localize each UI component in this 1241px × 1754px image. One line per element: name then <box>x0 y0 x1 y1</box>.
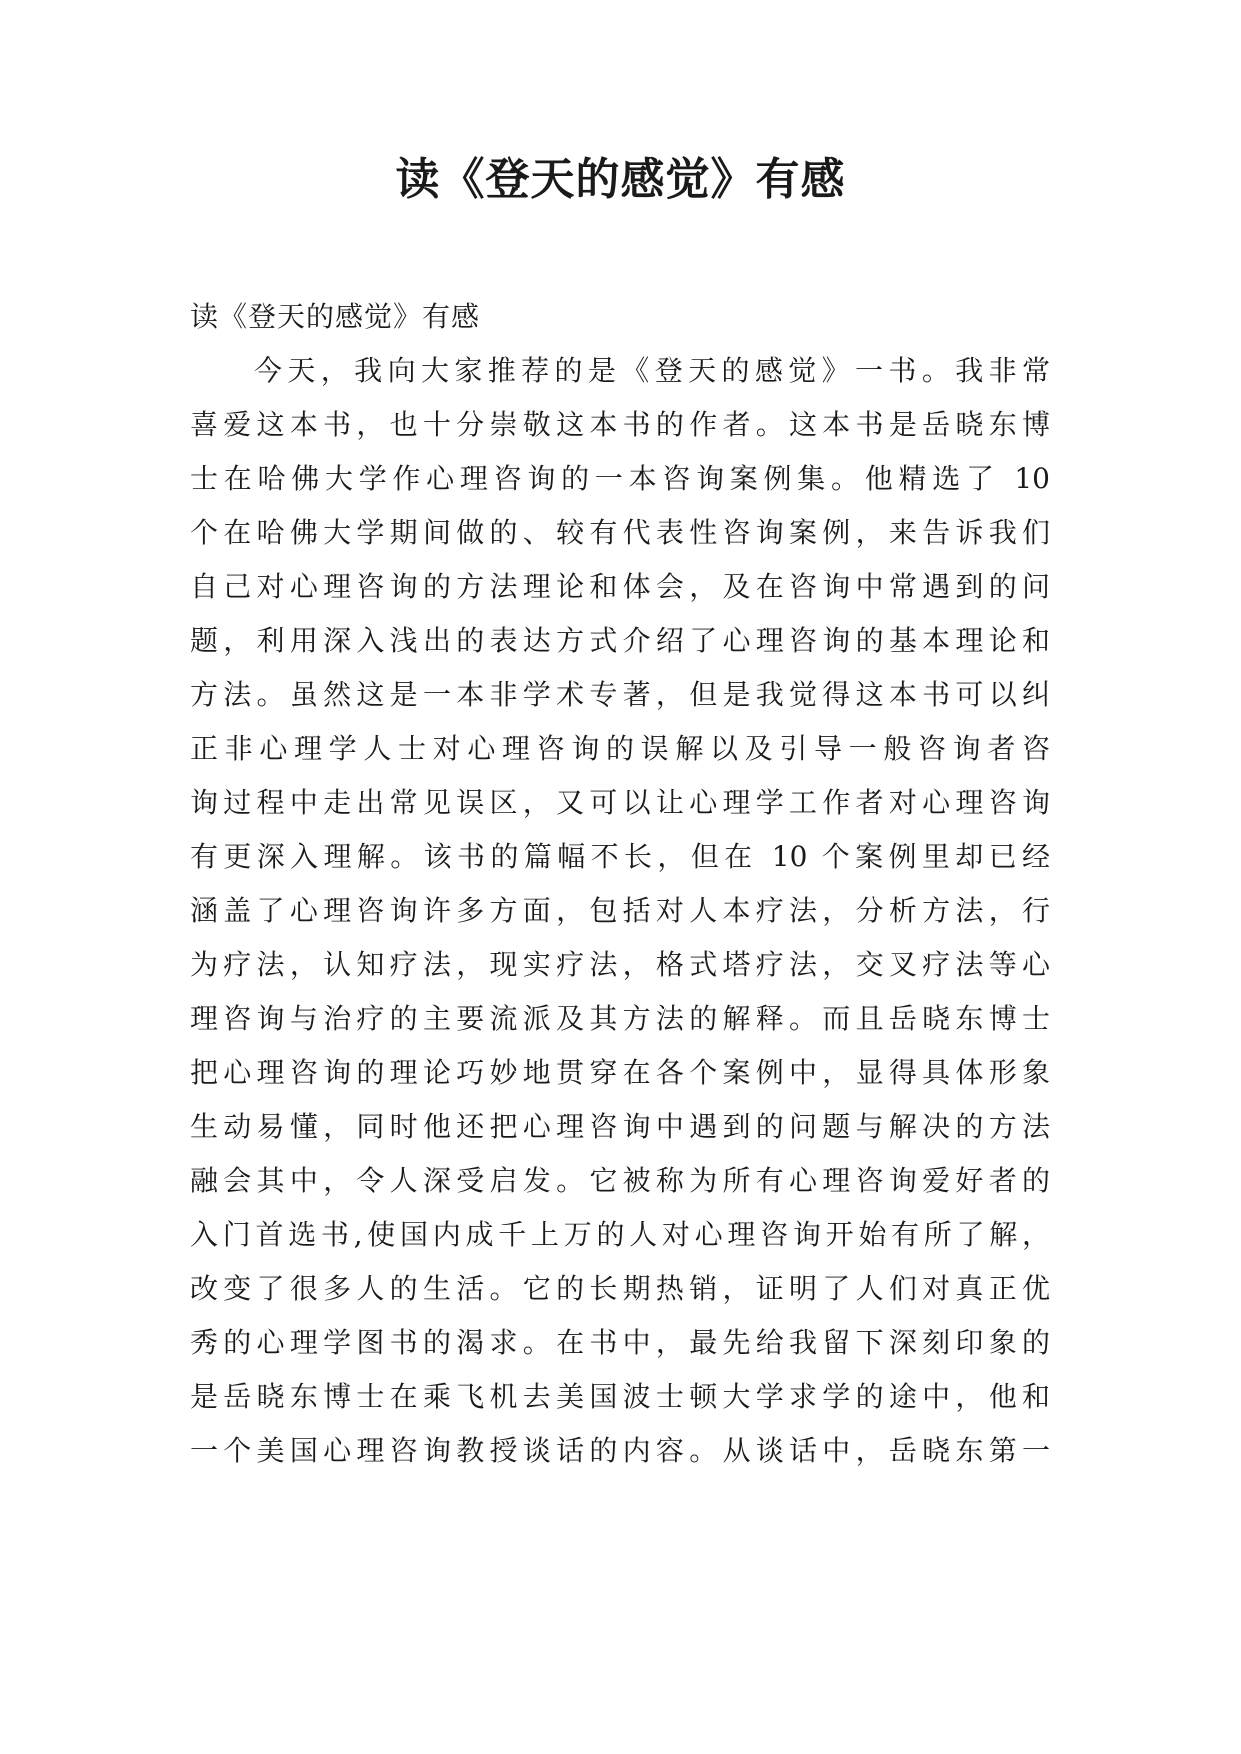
paragraph-line: 题，利用深入浅出的表达方式介绍了心理咨询的基本理论和 <box>190 624 1050 657</box>
paragraph-line: 自己对心理咨询的方法理论和体会，及在咨询中常遇到的问 <box>190 570 1050 603</box>
document-title: 读《登天的感觉》有感 <box>395 154 846 205</box>
paragraph-line: 有更深入理解。该书的篇幅不长，但在 10 个案例里却已经 <box>190 840 1050 873</box>
paragraph-line: 士在哈佛大学作心理咨询的一本咨询案例集。他精选了 10 <box>190 462 1050 495</box>
paragraph-line: 今天，我向大家推荐的是《登天的感觉》一书。我非常 <box>254 354 1050 387</box>
paragraph-line: 入门首选书,使国内成千上万的人对心理咨询开始有所了解， <box>190 1218 1050 1251</box>
paragraph-line: 把心理咨询的理论巧妙地贯穿在各个案例中，显得具体形象 <box>190 1056 1050 1089</box>
paragraph-line: 涵盖了心理咨询许多方面，包括对人本疗法，分析方法，行 <box>190 894 1050 927</box>
paragraph-line: 为疗法，认知疗法，现实疗法，格式塔疗法，交叉疗法等心 <box>190 948 1050 981</box>
paragraph-line: 融会其中，令人深受启发。它被称为所有心理咨询爱好者的 <box>190 1164 1050 1197</box>
document-subtitle: 读《登天的感觉》有感 <box>190 300 481 333</box>
paragraph-line: 生动易懂，同时他还把心理咨询中遇到的问题与解决的方法 <box>190 1110 1050 1143</box>
paragraph-line: 询过程中走出常见误区，又可以让心理学工作者对心理咨询 <box>190 786 1050 819</box>
paragraph-line: 秀的心理学图书的渴求。在书中，最先给我留下深刻印象的 <box>190 1326 1050 1359</box>
paragraph-line: 喜爱这本书，也十分崇敬这本书的作者。这本书是岳晓东博 <box>190 408 1050 441</box>
document-body <box>190 290 1050 1478</box>
paragraph-line: 改变了很多人的生活。它的长期热销，证明了人们对真正优 <box>190 1272 1050 1305</box>
paragraph-line: 方法。虽然这是一本非学术专著，但是我觉得这本书可以纠 <box>190 678 1050 711</box>
paragraph-line: 一个美国心理咨询教授谈话的内容。从谈话中，岳晓东第一 <box>190 1434 1050 1467</box>
paragraph-line: 是岳晓东博士在乘飞机去美国波士顿大学求学的途中，他和 <box>190 1380 1050 1413</box>
paragraph-line: 正非心理学人士对心理咨询的误解以及引导一般咨询者咨 <box>190 732 1050 765</box>
paragraph-line: 个在哈佛大学期间做的、较有代表性咨询案例，来告诉我们 <box>190 516 1050 549</box>
paragraph-line: 理咨询与治疗的主要流派及其方法的解释。而且岳晓东博士 <box>190 1002 1050 1035</box>
